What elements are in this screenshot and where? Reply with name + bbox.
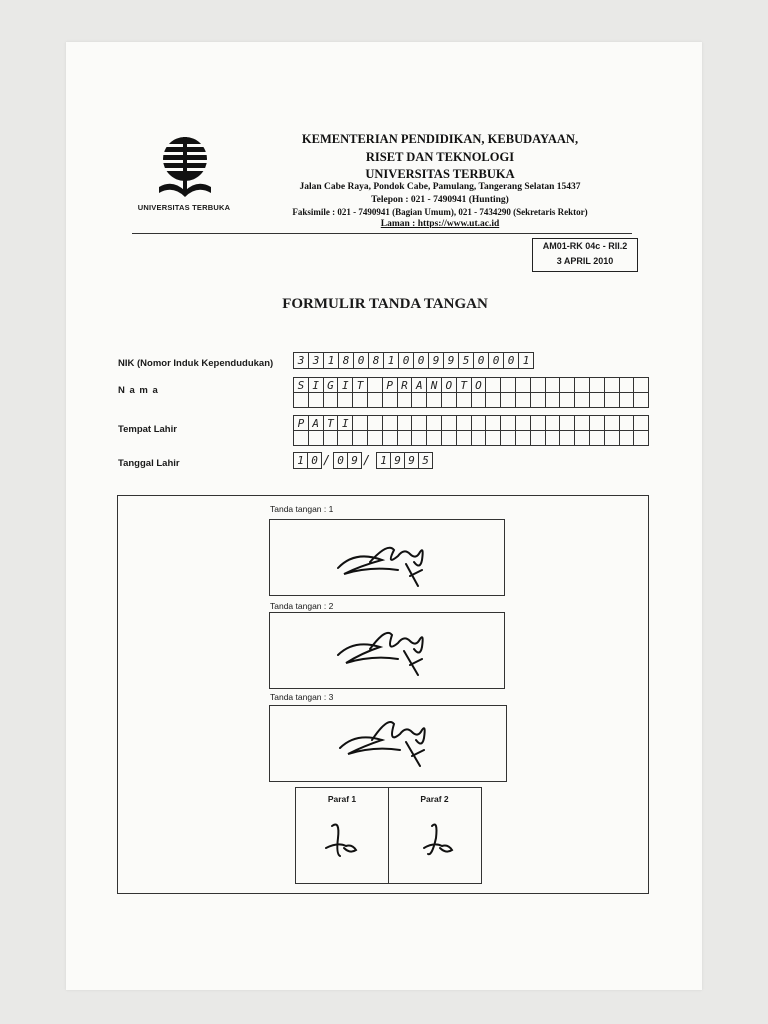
phone: Telepon : 021 - 7490941 (Hunting) bbox=[371, 195, 509, 205]
char-cell bbox=[486, 431, 501, 446]
char-cell bbox=[501, 378, 516, 393]
char-cell bbox=[516, 378, 531, 393]
char-cell: 0 bbox=[414, 353, 429, 369]
char-cell bbox=[368, 393, 383, 408]
char-cell bbox=[516, 416, 531, 431]
char-cell bbox=[531, 393, 546, 408]
char-cell: S bbox=[294, 378, 309, 393]
signature-2-label: Tanda tangan : 2 bbox=[270, 601, 334, 611]
char-cell bbox=[575, 378, 590, 393]
document-reference-box bbox=[532, 238, 638, 272]
nik-label: NIK (Nomor Induk Kependudukan) bbox=[118, 358, 274, 369]
char-cell: 0 bbox=[504, 353, 519, 369]
tempat-lahir-label: Tempat Lahir bbox=[118, 424, 177, 435]
char-cell bbox=[338, 431, 353, 446]
char-cell bbox=[309, 431, 324, 446]
date-separator: / bbox=[323, 453, 331, 467]
char-cell bbox=[590, 378, 605, 393]
char-cell bbox=[546, 378, 561, 393]
char-cell bbox=[398, 416, 413, 431]
char-cell: 1 bbox=[384, 353, 399, 369]
char-cell bbox=[324, 393, 339, 408]
nama-label: N a m a bbox=[118, 385, 159, 396]
doc-date: 3 APRIL 2010 bbox=[556, 256, 614, 266]
char-cell bbox=[427, 431, 442, 446]
signature-2-box[interactable] bbox=[269, 612, 505, 689]
char-cell bbox=[546, 416, 561, 431]
university-logo-icon bbox=[155, 135, 215, 205]
char-cell: 9 bbox=[348, 453, 362, 469]
paraf-table bbox=[295, 787, 482, 884]
char-cell bbox=[620, 416, 635, 431]
char-cell bbox=[324, 431, 339, 446]
char-cell: 0 bbox=[489, 353, 504, 369]
char-cell bbox=[457, 393, 472, 408]
char-cell bbox=[368, 378, 383, 393]
char-cell bbox=[605, 431, 620, 446]
char-cell bbox=[634, 431, 649, 446]
char-cell: P bbox=[383, 378, 398, 393]
birth-month-field[interactable] bbox=[333, 452, 362, 469]
char-cell bbox=[620, 378, 635, 393]
char-cell bbox=[634, 416, 649, 431]
char-cell bbox=[531, 378, 546, 393]
char-cell: 1 bbox=[324, 353, 339, 369]
char-cell: 3 bbox=[294, 353, 309, 369]
char-cell: 1 bbox=[377, 453, 391, 469]
char-cell: 9 bbox=[444, 353, 459, 369]
logo-caption: UNIVERSITAS TERBUKA bbox=[137, 203, 231, 212]
char-cell: A bbox=[412, 378, 427, 393]
header-divider bbox=[132, 233, 632, 234]
char-cell bbox=[457, 416, 472, 431]
char-cell: 1 bbox=[519, 353, 534, 369]
char-cell bbox=[560, 431, 575, 446]
char-cell bbox=[442, 431, 457, 446]
char-cell bbox=[412, 416, 427, 431]
char-cell: I bbox=[338, 378, 353, 393]
char-cell: G bbox=[324, 378, 339, 393]
char-cell bbox=[501, 416, 516, 431]
char-cell bbox=[560, 393, 575, 408]
char-cell bbox=[575, 416, 590, 431]
char-cell bbox=[398, 431, 413, 446]
char-cell: I bbox=[338, 416, 353, 431]
char-cell: P bbox=[294, 416, 309, 431]
ministry-name-line1: KEMENTERIAN PENDIDIKAN, KEBUDAYAAN, bbox=[301, 132, 579, 146]
char-cell bbox=[605, 378, 620, 393]
char-cell bbox=[531, 431, 546, 446]
char-cell bbox=[531, 416, 546, 431]
form-title: FORMULIR TANDA TANGAN bbox=[282, 296, 488, 312]
char-cell: 9 bbox=[405, 453, 419, 469]
char-cell bbox=[427, 393, 442, 408]
signature-1-box[interactable] bbox=[269, 519, 505, 596]
char-cell: 1 bbox=[294, 453, 308, 469]
tempat-lahir-field[interactable] bbox=[293, 415, 649, 446]
signature-3-image bbox=[270, 706, 506, 781]
char-cell bbox=[294, 431, 309, 446]
char-cell: 0 bbox=[308, 453, 322, 469]
char-cell bbox=[501, 431, 516, 446]
char-cell bbox=[383, 431, 398, 446]
char-cell bbox=[575, 431, 590, 446]
signature-3-label: Tanda tangan : 3 bbox=[270, 692, 334, 702]
signature-3-box[interactable] bbox=[269, 705, 507, 782]
char-cell: 0 bbox=[399, 353, 414, 369]
char-cell bbox=[412, 431, 427, 446]
nik-field[interactable] bbox=[293, 352, 534, 369]
char-cell bbox=[442, 416, 457, 431]
ministry-name-line2: RISET DAN TEKNOLOGI bbox=[365, 150, 515, 164]
char-cell bbox=[590, 431, 605, 446]
char-cell bbox=[338, 393, 353, 408]
char-cell bbox=[516, 393, 531, 408]
char-cell: 9 bbox=[429, 353, 444, 369]
char-cell bbox=[546, 431, 561, 446]
website: Laman : https://www.ut.ac.id bbox=[380, 219, 500, 229]
char-cell: T bbox=[353, 378, 368, 393]
char-cell: 3 bbox=[309, 353, 324, 369]
char-cell bbox=[501, 393, 516, 408]
char-cell bbox=[383, 416, 398, 431]
char-cell bbox=[486, 378, 501, 393]
char-cell bbox=[560, 378, 575, 393]
char-cell: O bbox=[472, 378, 487, 393]
fax: Faksimile : 021 - 7490941 (Bagian Umum), 021 - 7434290 (Sekretaris Rektor) bbox=[292, 207, 588, 217]
paraf-1-image bbox=[296, 804, 388, 874]
char-cell bbox=[590, 393, 605, 408]
char-cell bbox=[634, 393, 649, 408]
university-name: UNIVERSITAS TERBUKA bbox=[365, 167, 515, 181]
char-cell: O bbox=[442, 378, 457, 393]
paraf-1-box[interactable] bbox=[296, 788, 389, 883]
nama-field[interactable] bbox=[293, 377, 649, 408]
char-cell bbox=[368, 416, 383, 431]
char-cell bbox=[546, 393, 561, 408]
char-cell bbox=[353, 416, 368, 431]
char-cell bbox=[353, 431, 368, 446]
char-cell bbox=[427, 416, 442, 431]
char-cell bbox=[368, 431, 383, 446]
paraf-2-image bbox=[388, 804, 481, 874]
birth-year-field[interactable] bbox=[376, 452, 433, 469]
char-cell bbox=[575, 393, 590, 408]
char-cell: 9 bbox=[391, 453, 405, 469]
char-cell bbox=[590, 416, 605, 431]
signature-2-image bbox=[270, 613, 504, 688]
char-cell: I bbox=[309, 378, 324, 393]
char-cell bbox=[605, 393, 620, 408]
char-cell bbox=[634, 378, 649, 393]
paraf-2-box[interactable] bbox=[388, 788, 481, 883]
char-cell: 0 bbox=[474, 353, 489, 369]
char-cell: R bbox=[398, 378, 413, 393]
char-cell bbox=[309, 393, 324, 408]
char-cell bbox=[486, 393, 501, 408]
paraf-2-label: Paraf 2 bbox=[420, 794, 449, 804]
char-cell: 0 bbox=[354, 353, 369, 369]
char-cell: 5 bbox=[459, 353, 474, 369]
char-cell: 0 bbox=[334, 453, 348, 469]
char-cell bbox=[294, 393, 309, 408]
signature-1-label: Tanda tangan : 1 bbox=[270, 504, 334, 514]
char-cell bbox=[620, 431, 635, 446]
char-cell bbox=[383, 393, 398, 408]
signature-1-image bbox=[270, 520, 504, 595]
char-cell bbox=[486, 416, 501, 431]
char-cell: N bbox=[427, 378, 442, 393]
char-cell bbox=[472, 431, 487, 446]
char-cell bbox=[472, 416, 487, 431]
address: Jalan Cabe Raya, Pondok Cabe, Pamulang, Tangerang Selatan 15437 bbox=[299, 182, 581, 192]
date-separator: / bbox=[363, 453, 371, 467]
birth-day-field[interactable] bbox=[293, 452, 322, 469]
paraf-1-label: Paraf 1 bbox=[327, 794, 357, 804]
char-cell bbox=[605, 416, 620, 431]
tanggal-lahir-label: Tanggal Lahir bbox=[118, 458, 180, 469]
char-cell bbox=[353, 393, 368, 408]
char-cell: T bbox=[324, 416, 339, 431]
char-cell: 8 bbox=[339, 353, 354, 369]
doc-code: AM01-RK 04c - RII.2 bbox=[542, 241, 628, 251]
char-cell bbox=[442, 393, 457, 408]
char-cell bbox=[457, 431, 472, 446]
char-cell bbox=[412, 393, 427, 408]
char-cell bbox=[472, 393, 487, 408]
char-cell: T bbox=[457, 378, 472, 393]
char-cell: A bbox=[309, 416, 324, 431]
char-cell: 8 bbox=[369, 353, 384, 369]
char-cell bbox=[516, 431, 531, 446]
char-cell bbox=[560, 416, 575, 431]
char-cell bbox=[620, 393, 635, 408]
char-cell bbox=[398, 393, 413, 408]
char-cell: 5 bbox=[419, 453, 433, 469]
